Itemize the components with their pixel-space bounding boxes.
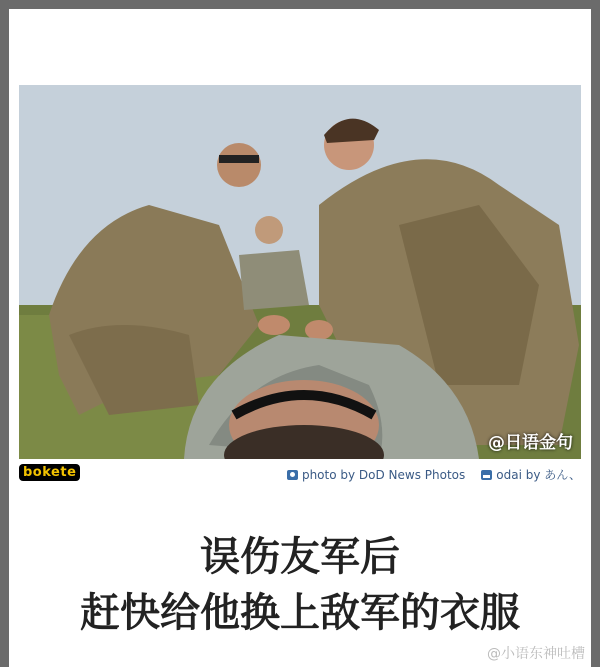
credits (287, 466, 581, 483)
bokete-logo: bokete (19, 464, 80, 481)
photo-illustration (19, 85, 581, 459)
odai-credit[interactable]: odai by あん、 (496, 468, 581, 482)
soldiers-photo (19, 85, 581, 459)
meme-card (9, 9, 591, 667)
corner-watermark: @小语东神吐槽 (487, 646, 585, 662)
photo-watermark: @日语金句 (488, 433, 573, 453)
caption-line-1: 误伤友军后 (200, 534, 400, 580)
photo-credit[interactable]: photo by DoD News Photos (301, 467, 466, 482)
caption-line-2: 赶快给他换上敌军的衣服 (80, 590, 520, 636)
meme-caption (9, 529, 591, 641)
image-icon (481, 470, 492, 480)
meta-row (19, 464, 581, 484)
camera-icon (287, 470, 298, 480)
